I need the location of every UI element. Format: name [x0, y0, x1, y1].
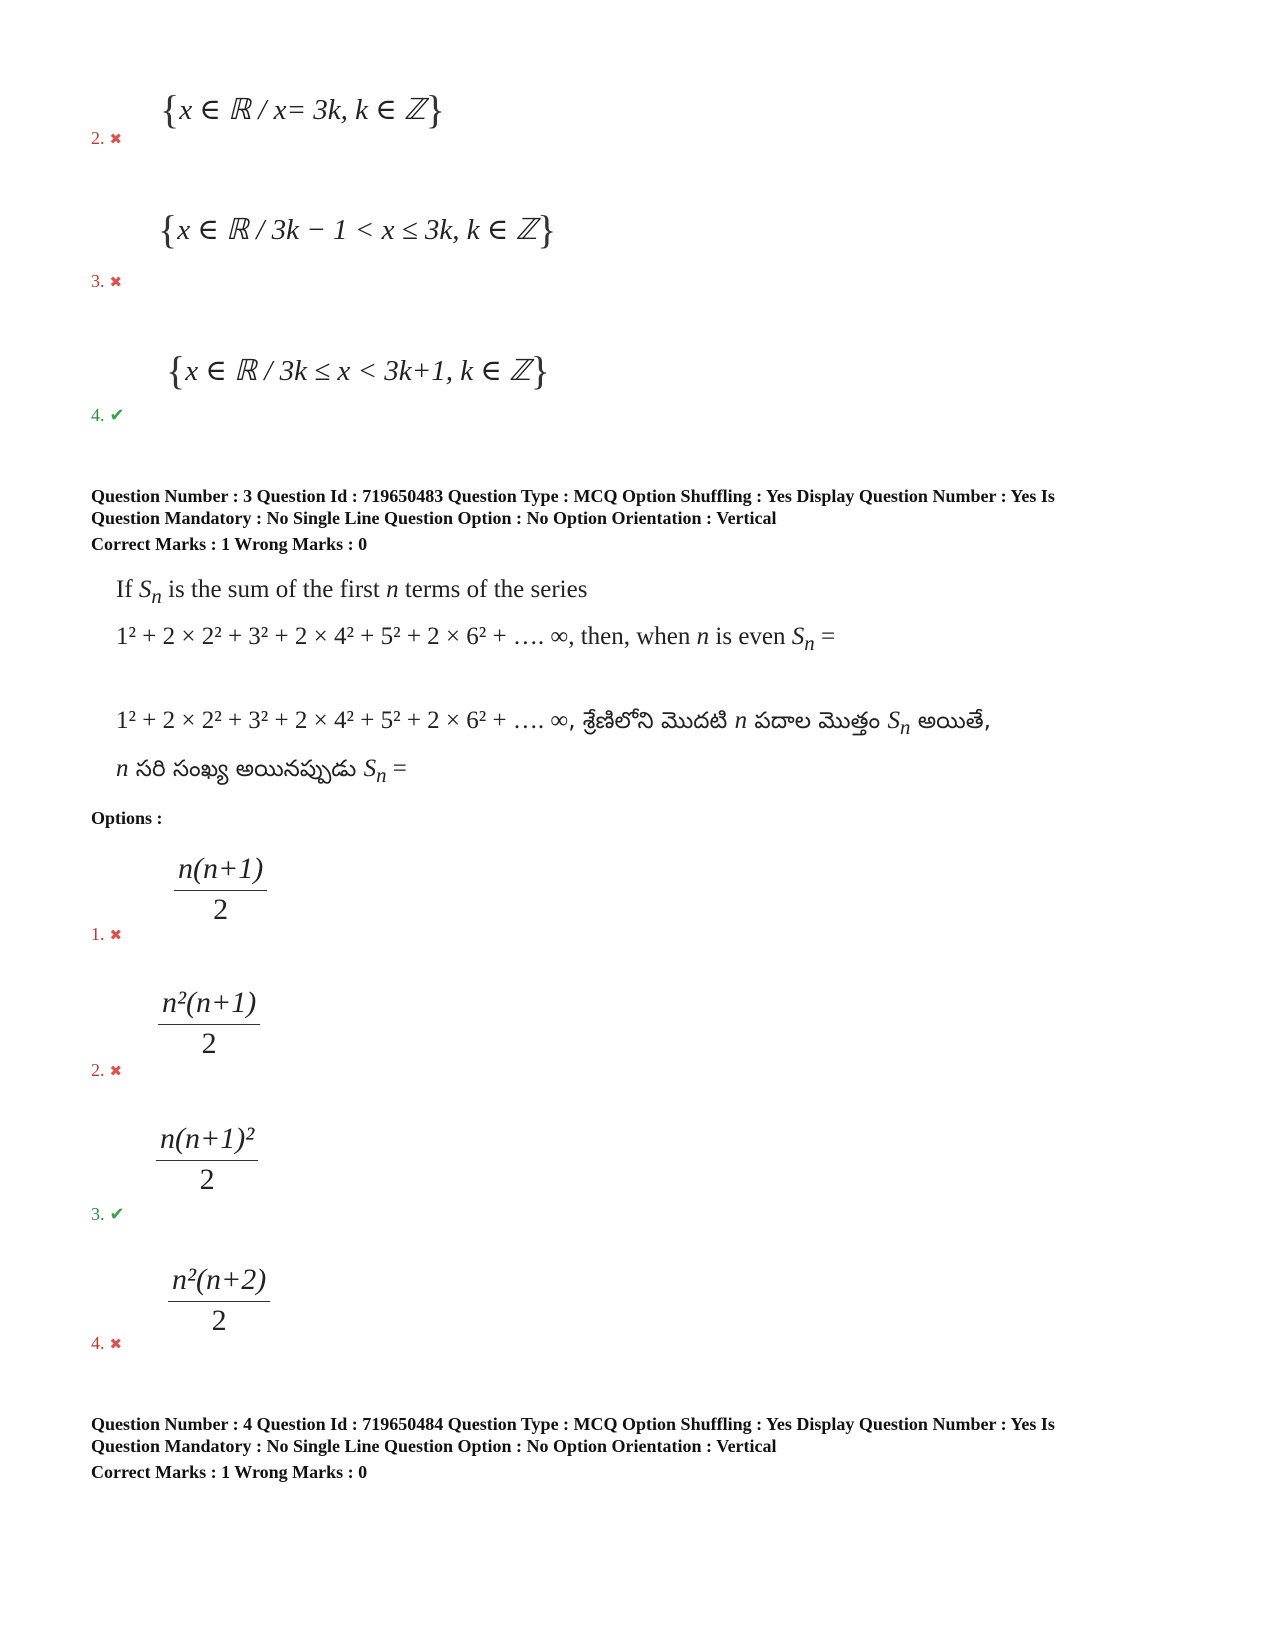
cross-icon: ✖: [109, 925, 123, 944]
question-3-telugu-line1: [116, 704, 991, 744]
options-label: Options :: [91, 808, 163, 828]
q3-option-2: [91, 1060, 122, 1081]
text-fragment: terms of the series: [398, 576, 588, 603]
series-expression: 1² + 2 × 2² + 3² + 2 × 4² + 5² + 2 × 6² + …. ∞: [116, 623, 569, 650]
s-symbol: S: [363, 755, 377, 782]
question-3-english-line2: [116, 620, 835, 660]
question-3-telugu-line2: [116, 752, 407, 792]
telugu-fragment: పదాల మొత్తం: [747, 708, 888, 734]
question-4-meta-line2: Question Mandatory : No Single Line Question Option : No Option Orientation : Vertical: [91, 1436, 777, 1456]
cross-icon: ✖: [109, 1334, 123, 1353]
question-4-marks: Correct Marks : 1 Wrong Marks : 0: [91, 1462, 368, 1482]
equals-sign: =: [386, 755, 407, 782]
telugu-fragment: అయితే,: [910, 708, 991, 734]
q3-option-4-denominator: 2: [211, 1304, 227, 1337]
s-symbol: S: [887, 707, 900, 734]
n-symbol: n: [386, 576, 399, 603]
prev-option-4: [91, 405, 125, 426]
prev-option-2-number: 2.: [91, 128, 105, 148]
q3-option-3-fraction: [156, 1122, 258, 1197]
question-3-marks: Correct Marks : 1 Wrong Marks : 0: [91, 534, 368, 554]
telugu-fragment: సరి సంఖ్య అయినప్పుడు: [128, 756, 364, 782]
n-symbol: n: [116, 755, 129, 782]
question-3-meta: [91, 485, 1191, 555]
telugu-fragment: , శ్రేణిలోని మొదటి: [568, 708, 735, 734]
equals-sign: =: [814, 623, 836, 650]
q3-option-1: [91, 924, 122, 945]
prev-option-3-set-body: x ∈ ℝ / 3k − 1 < x ≤ 3k, k ∈ ℤ: [177, 214, 538, 246]
q3-option-1-denominator: 2: [213, 893, 229, 926]
q3-option-2-denominator: 2: [201, 1027, 217, 1060]
q3-option-4-number: 4.: [91, 1333, 105, 1353]
s-symbol: S: [138, 576, 152, 603]
cross-icon: ✖: [109, 129, 123, 148]
question-3-meta-line2: Question Mandatory : No Single Line Question Option : No Option Orientation : Vertical: [91, 508, 777, 528]
prev-option-2-set-body: x ∈ ℝ / x= 3k, k ∈ ℤ: [179, 94, 426, 126]
q3-option-4-numerator: n²(n+2): [168, 1263, 270, 1302]
n-subscript: n: [376, 763, 387, 787]
q3-option-2-numerator: n²(n+1): [158, 986, 260, 1025]
prev-option-2-set: {x ∈ ℝ / x= 3k, k ∈ ℤ}: [160, 87, 445, 132]
question-3-meta-line1: Question Number : 3 Question Id : 719650483 Question Type : MCQ Option Shuffling : Yes Display Question Number : Yes Is: [91, 486, 1055, 506]
question-3-english-line1: [116, 573, 587, 613]
checkmark-icon: ✔: [109, 405, 125, 426]
cross-icon: ✖: [109, 272, 123, 291]
q3-option-1-numerator: n(n+1): [174, 852, 267, 891]
text-fragment: , then, when: [568, 623, 697, 650]
q3-option-4-fraction: [168, 1263, 270, 1338]
n-subscript: n: [899, 715, 911, 739]
q3-option-2-number: 2.: [91, 1060, 105, 1080]
prev-option-3-number: 3.: [91, 271, 105, 291]
series-expression: 1² + 2 × 2² + 3² + 2 × 4² + 5² + 2 × 6² + …. ∞: [116, 707, 569, 734]
n-symbol: n: [696, 623, 710, 650]
n-subscript: n: [804, 631, 815, 655]
q3-option-2-fraction: [158, 986, 260, 1061]
text-fragment: is even: [709, 623, 792, 650]
prev-option-4-number: 4.: [91, 405, 105, 425]
q3-option-3-denominator: 2: [199, 1163, 215, 1196]
question-4-meta: [91, 1413, 1191, 1483]
prev-option-3: [91, 271, 122, 292]
q3-option-3: [91, 1204, 125, 1225]
checkmark-icon: ✔: [109, 1204, 125, 1225]
n-symbol: n: [734, 707, 748, 734]
n-subscript: n: [151, 584, 162, 608]
text-fragment: If: [116, 576, 139, 603]
q3-option-3-numerator: n(n+1)²: [156, 1122, 258, 1161]
prev-option-2: [91, 128, 122, 149]
question-4-meta-line1: Question Number : 4 Question Id : 719650484 Question Type : MCQ Option Shuffling : Yes Display Question Number : Yes Is: [91, 1414, 1055, 1434]
q3-option-1-number: 1.: [91, 924, 105, 944]
q3-option-3-number: 3.: [91, 1204, 105, 1224]
prev-option-4-set: {x ∈ ℝ / 3k ≤ x < 3k+1, k ∈ ℤ}: [166, 348, 550, 393]
prev-option-4-set-body: x ∈ ℝ / 3k ≤ x < 3k+1, k ∈ ℤ: [185, 355, 531, 387]
s-symbol: S: [791, 623, 805, 650]
text-fragment: is the sum of the first: [161, 576, 387, 603]
q3-option-4: [91, 1333, 122, 1354]
cross-icon: ✖: [109, 1061, 123, 1080]
prev-option-3-set: {x ∈ ℝ / 3k − 1 < x ≤ 3k, k ∈ ℤ}: [158, 207, 557, 252]
q3-option-1-fraction: [174, 852, 267, 927]
